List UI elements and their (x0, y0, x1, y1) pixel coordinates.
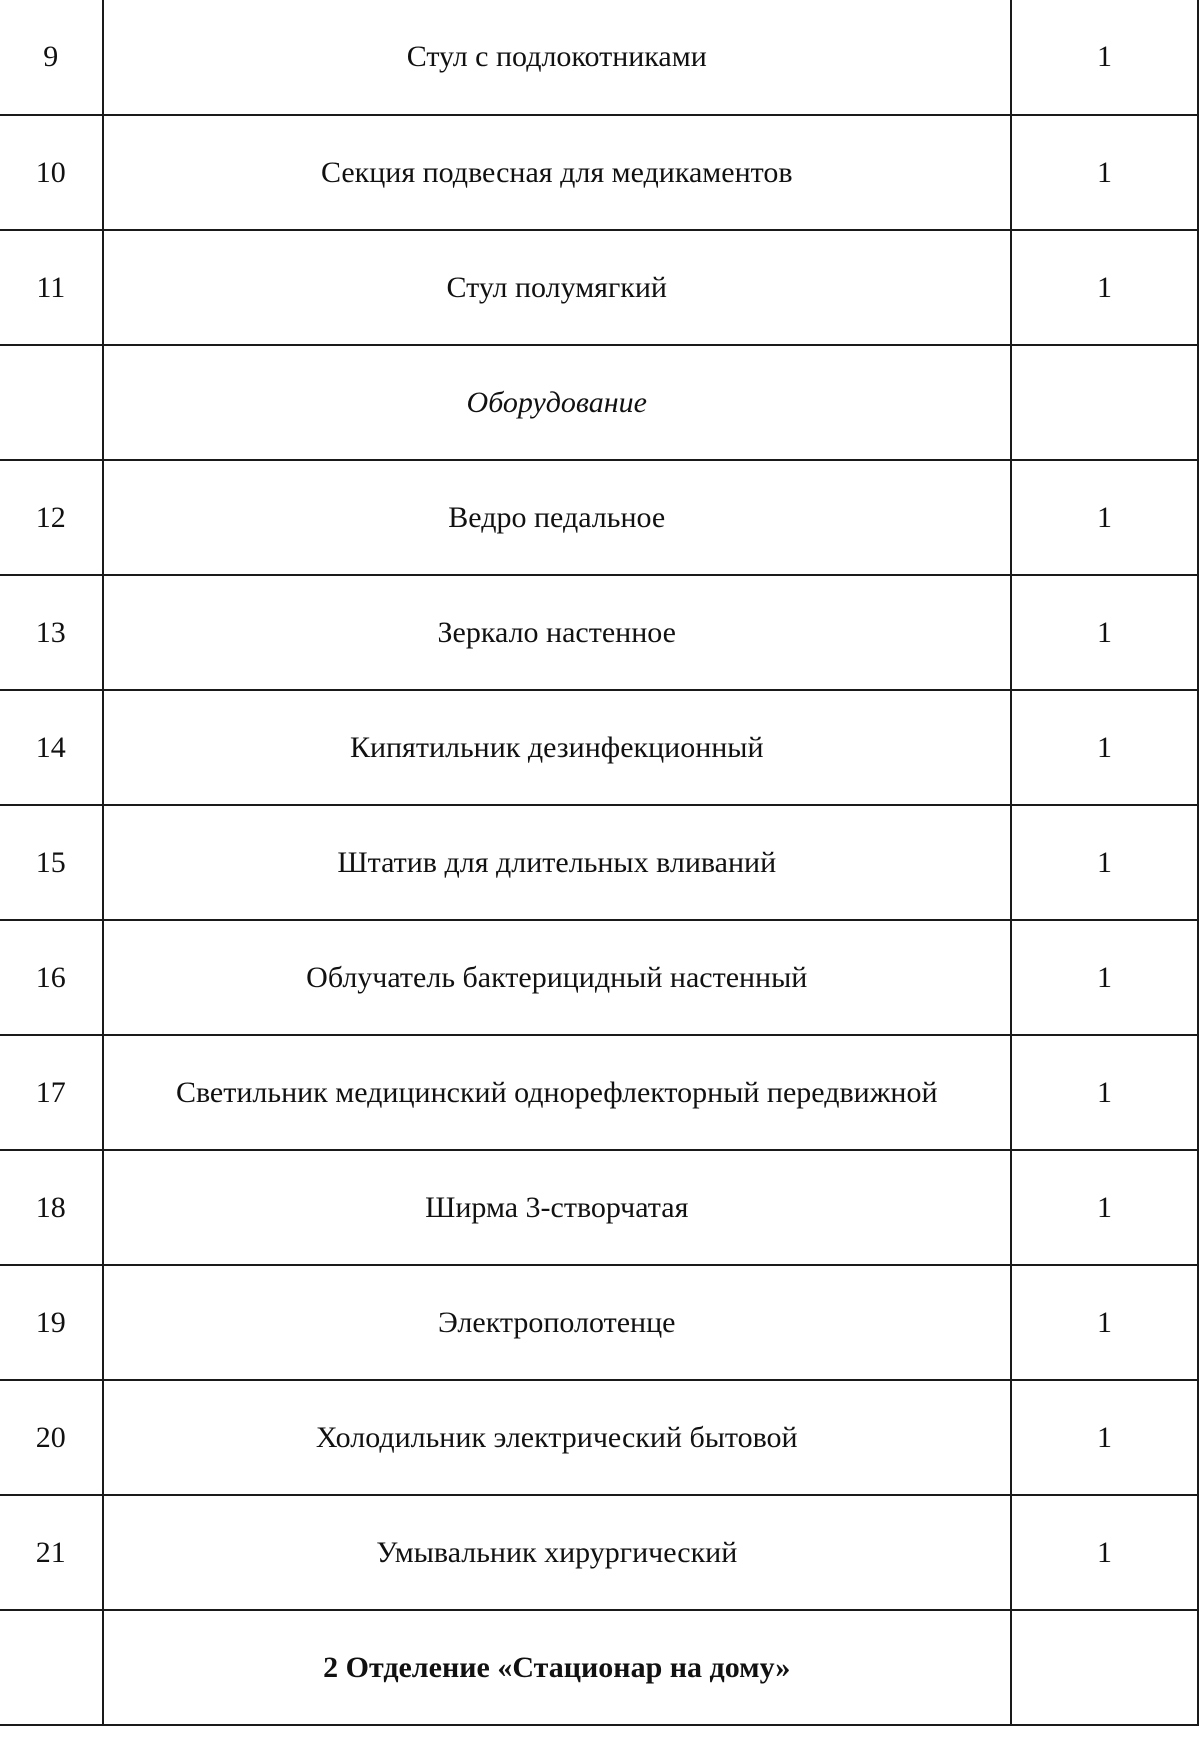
item-name: Штатив для длительных вливаний (103, 805, 1011, 920)
table-row (0, 1380, 1198, 1495)
item-name: Умывальник хирургический (103, 1495, 1011, 1610)
row-number: 10 (0, 115, 103, 230)
row-number: 18 (0, 1150, 103, 1265)
row-number: 14 (0, 690, 103, 805)
item-name: Кипятильник дезинфекционный (103, 690, 1011, 805)
item-quantity: 1 (1011, 115, 1198, 230)
department-title: 2 Отделение «Стационар на дому» (103, 1610, 1011, 1725)
item-name: Светильник медицинский однорефлекторный передвижной (103, 1035, 1011, 1150)
item-quantity: 1 (1011, 575, 1198, 690)
item-quantity (1011, 1610, 1198, 1725)
row-number: 21 (0, 1495, 103, 1610)
table-row (0, 1495, 1198, 1610)
item-quantity: 1 (1011, 1265, 1198, 1380)
row-number: 20 (0, 1380, 103, 1495)
row-number: 19 (0, 1265, 103, 1380)
section-title: Оборудование (103, 345, 1011, 460)
table-row (0, 805, 1198, 920)
item-quantity: 1 (1011, 1035, 1198, 1150)
section-header-row (0, 345, 1198, 460)
table-row (0, 0, 1198, 115)
row-number: 12 (0, 460, 103, 575)
item-name: Электрополотенце (103, 1265, 1011, 1380)
item-quantity: 1 (1011, 920, 1198, 1035)
item-name: Ширма 3-створчатая (103, 1150, 1011, 1265)
item-name: Зеркало настенное (103, 575, 1011, 690)
table-row (0, 920, 1198, 1035)
item-quantity: 1 (1011, 690, 1198, 805)
item-quantity: 1 (1011, 1150, 1198, 1265)
item-quantity: 1 (1011, 1495, 1198, 1610)
row-number: 13 (0, 575, 103, 690)
item-quantity: 1 (1011, 460, 1198, 575)
item-quantity: 1 (1011, 230, 1198, 345)
item-quantity: 1 (1011, 1380, 1198, 1495)
item-name: Стул полумягкий (103, 230, 1011, 345)
row-number: 11 (0, 230, 103, 345)
table-row (0, 1035, 1198, 1150)
row-number: 15 (0, 805, 103, 920)
item-name: Ведро педальное (103, 460, 1011, 575)
department-header-row (0, 1610, 1198, 1725)
row-number (0, 345, 103, 460)
table-row (0, 230, 1198, 345)
table-row (0, 575, 1198, 690)
item-name: Стул с подлокотниками (103, 0, 1011, 115)
row-number: 16 (0, 920, 103, 1035)
table-row (0, 690, 1198, 805)
item-name: Облучатель бактерицидный настенный (103, 920, 1011, 1035)
table-row (0, 1150, 1198, 1265)
item-name: Холодильник электрический бытовой (103, 1380, 1011, 1495)
item-name: Секция подвесная для медикаментов (103, 115, 1011, 230)
table-row (0, 115, 1198, 230)
item-quantity (1011, 345, 1198, 460)
table-row (0, 1265, 1198, 1380)
row-number: 17 (0, 1035, 103, 1150)
row-number: 9 (0, 0, 103, 115)
item-quantity: 1 (1011, 0, 1198, 115)
row-number (0, 1610, 103, 1725)
table-row (0, 460, 1198, 575)
item-quantity: 1 (1011, 805, 1198, 920)
